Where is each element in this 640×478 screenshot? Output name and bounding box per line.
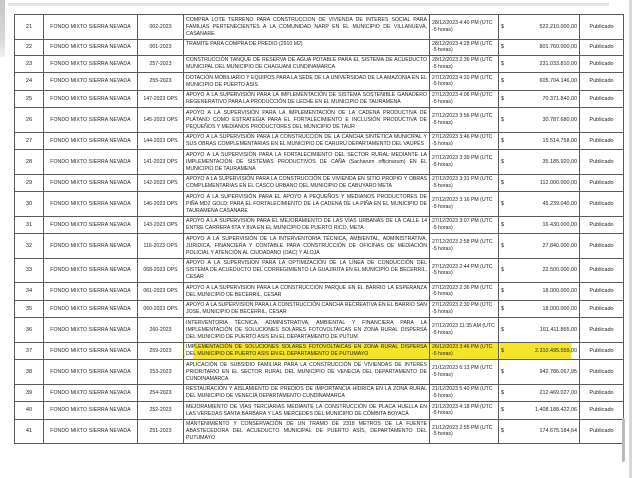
- amount-cell: [499, 192, 580, 217]
- publish-date-cell: 21/12/2023 6:13 PM (UTC -5 horas): [430, 360, 499, 385]
- amount-cell: [499, 39, 580, 55]
- amount-cell: [499, 384, 580, 402]
- entity-cell: FONDO MIXTO SIERRA NEVADA: [44, 73, 138, 91]
- contract-code-cell: 142-2023 OPS: [138, 174, 184, 192]
- amount-cell: [499, 360, 580, 385]
- description-cell: APOYO A LA SUPERVISIÓN PARA LA IMPLEMENTACIÓN DE LA CADENA PRODUCTIVA DE PLÁTANO COMO ESTRATEGIA PARA EL FORTALECIMIENTO E INCLUSIÓN PRODUCTIVA DE PEQUEÑOS Y MEDIANOS PRODUCTORES DEL MUNICIPIO DE TAUR: [184, 108, 430, 133]
- contract-code-cell: 253-2023: [138, 360, 184, 385]
- amount-wrap: [501, 327, 577, 333]
- amount-wrap: [501, 369, 577, 375]
- publish-date-cell: 27/12/2023 3:46 PM (UTC -5 horas): [430, 132, 499, 150]
- amount-value: 45.239.040,00: [542, 200, 577, 207]
- table-row: [15, 258, 624, 283]
- publish-date-cell: 27/12/2023 3:31 PM (UTC -5 horas): [430, 174, 499, 192]
- row-number-cell: 33: [15, 258, 44, 283]
- publish-date-cell: 21/12/2023 5:40 PM (UTC -5 horas): [430, 384, 499, 402]
- status-cell: Publicado: [580, 283, 624, 301]
- amount-wrap: [501, 96, 577, 102]
- publish-date-cell: 27/12/2023 3:39 PM (UTC -5 horas): [430, 150, 499, 175]
- description-cell: APLICACIÓN DE SUBSIDIO FAMILIAR PARA LA CONSTRUCCIÓN DE VIVIENDAS DE INTERÉS PRIORITARIO EN EL SECTOR RURAL DEL MUNICIPIO DE VENECIA DEL DEPARTAMENTO DE CUNDINAMARCA: [184, 360, 430, 385]
- status-cell: Publicado: [580, 318, 624, 343]
- table-row: [15, 342, 624, 360]
- entity-cell: FONDO MIXTO SIERRA NEVADA: [44, 283, 138, 301]
- amount-wrap: [501, 243, 577, 249]
- row-number-cell: 32: [15, 234, 44, 259]
- entity-cell: FONDO MIXTO SIERRA NEVADA: [44, 15, 138, 40]
- contract-code-cell: 260-2023: [138, 318, 184, 343]
- row-number-cell: 34: [15, 283, 44, 301]
- currency-symbol: $: [501, 389, 504, 396]
- amount-wrap: [501, 407, 577, 413]
- table-row: [15, 216, 624, 234]
- description-cell: MEJORAMIENTO DE VÍAS TERCIARIAS MEDIANTE LA CONSTRUCCIÓN DE PLACA HUELLA EN LAS VEREDAS SANTA BÁRBARA Y LAS MERCEDES DEL MUNICIPIO DE CÓMBITA BOYACÁ: [184, 402, 430, 420]
- entity-cell: FONDO MIXTO SIERRA NEVADA: [44, 192, 138, 217]
- currency-symbol: $: [501, 305, 504, 312]
- amount-value: 15.514.758,00: [542, 137, 577, 144]
- amount-value: 22.500.000,00: [542, 267, 577, 274]
- amount-wrap: [501, 159, 577, 165]
- amount-value: 70.371.840,00: [542, 95, 577, 102]
- contract-code-cell: 068-2023 OPS: [138, 258, 184, 283]
- contract-code-cell: 144-2023 OPS: [138, 132, 184, 150]
- entity-cell: FONDO MIXTO SIERRA NEVADA: [44, 402, 138, 420]
- description-cell: APOYO A LA SUPERVISIÓN DE LA INTERVENTORIA TÉCNICA, AMBIENTAL, ADMINISTRATIVA, JURIDICA, FINANCIERA Y CONTABLE PARA CONSTRUCCIÓN DE OFICINAS DE MEDIACIÓN POLICIAL Y ATENCIÓN AL CIUDADANO (OAC) Y ALOJA: [184, 234, 430, 259]
- contract-code-cell: 002-2023: [138, 15, 184, 40]
- amount-cell: [499, 419, 580, 444]
- amount-cell: [499, 258, 580, 283]
- currency-symbol: $: [501, 242, 504, 249]
- status-cell: Publicado: [580, 108, 624, 133]
- description-cell: RESTAURACIÓN Y AISLAMIENTO DE PREDIOS DE IMPORTANCIA HÍDRICA EN LA ZONA RURAL DEL MUNICIPIO DE VENECIA DEPARTAMENTO CUNDINAMARCA: [184, 384, 430, 402]
- amount-value: 35.185.920,00: [542, 158, 577, 165]
- currency-symbol: $: [501, 288, 504, 295]
- row-number-cell: 41: [15, 419, 44, 444]
- status-cell: Publicado: [580, 174, 624, 192]
- publish-date-cell: 27/12/2023 4:20 PM (UTC -5 horas): [430, 73, 499, 91]
- status-cell: Publicado: [580, 73, 624, 91]
- description-cell: CONSTRUCCIÓN TANQUE DE RESERVA DE AGUA POTABLE PARA EL SISTEMA DE ACUEDUCTO MUNICIPAL DEL MUNICIPIO DE CHAGUANI CUNDINAMARCA: [184, 55, 430, 73]
- contract-code-cell: 141-2023 OPS: [138, 150, 184, 175]
- description-cell: APOYO A LA SUPERVISIÓN PARA LA FORTALECIMIENTO DEL SECTOR RURAL MEDIANTE LA IMPLEMENTACIÓN DE SISTEMAS PRODUCTIVOS DE CAÑA (Sacharum officinarum) EN EL MUNICIPIO DE TAURAMENA: [184, 150, 430, 175]
- description-cell: IMPLEMENTACIÓN DE SOLUCIONES SOLARES FOTOVOLTAICAS EN ZONA RURAL DISPERSA DEL MUNICIPIO DE PUERTO ASIS EN EL DEPARTAMENTO DE PUTUMAYO: [184, 342, 430, 360]
- publish-date-cell: 27/12/2023 2:30 PM (UTC -5 horas): [430, 300, 499, 318]
- amount-wrap: [501, 180, 577, 186]
- row-number-cell: 27: [15, 132, 44, 150]
- publish-date-cell: 27/12/2023 3:56 PM (UTC -5 horas): [430, 108, 499, 133]
- status-cell: Publicado: [580, 216, 624, 234]
- publish-date-cell: 27/12/2023 3:07 PM (UTC -5 horas): [430, 216, 499, 234]
- amount-value: 231.033.810,00: [539, 60, 577, 67]
- status-cell: Publicado: [580, 39, 624, 55]
- publish-date-cell: 28/12/2023 2:36 PM (UTC -5 horas): [430, 55, 499, 73]
- entity-cell: FONDO MIXTO SIERRA NEVADA: [44, 360, 138, 385]
- contract-code-cell: 257-2023: [138, 55, 184, 73]
- table-row: [15, 90, 624, 108]
- currency-symbol: $: [501, 60, 504, 67]
- table-row: [15, 300, 624, 318]
- entity-cell: FONDO MIXTO SIERRA NEVADA: [44, 318, 138, 343]
- amount-value: 30.787.680,00: [542, 116, 577, 123]
- currency-symbol: $: [501, 78, 504, 85]
- publish-date-cell: 21/12/2023 2:55 PM (UTC -5 horas): [430, 419, 499, 444]
- description-cell: INTERVENTORIA TÉCNICA, ADMINISTRATIVA, AMBIENTAL Y FINANCIERA PARA LA IMPLEMENTACIÓN DE SOLUCIONES SOLARES FOTOVOLTAICAS EN ZONA RURAL DISPERSA DEL MUNICIPIO DE PUERTO ASIS EN EL DEPARTAMENTO DE PUTUM: [184, 318, 430, 343]
- amount-value: 161.411.865,00: [539, 326, 577, 333]
- amount-wrap: [501, 117, 577, 123]
- description-cell: APOYO A LA SUPERVISIÓN PARA EL MEJORAMIENTO DE LAS VÍAS URBANAS DE LA CALLE 14 ENTRE CARRERA 6TA Y 8VA EN EL MUNICIPIO DE PUERTO RICO, META: [184, 216, 430, 234]
- amount-value: 16.430.000,00: [542, 221, 577, 228]
- entity-cell: FONDO MIXTO SIERRA NEVADA: [44, 108, 138, 133]
- contract-code-cell: 251-2023: [138, 419, 184, 444]
- currency-symbol: $: [501, 158, 504, 165]
- entity-cell: FONDO MIXTO SIERRA NEVADA: [44, 342, 138, 360]
- amount-wrap: [501, 78, 577, 84]
- amount-wrap: [501, 348, 577, 354]
- contract-code-cell: 146-2023 OPS: [138, 192, 184, 217]
- currency-symbol: $: [501, 267, 504, 274]
- entity-cell: FONDO MIXTO SIERRA NEVADA: [44, 258, 138, 283]
- description-cell: APOYO A LA SUPERVISIÓN PARA EL APOYO A PEQUEÑOS Y MEDIANOS PRODUCTORES DE PIÑA MD2 GOLD: PARA EL FORTALECIMIENTO DE LA CADENA DE LA PIÑA EN EL MUNICIPIO DE TAURAMENA CASANARE: [184, 192, 430, 217]
- status-cell: Publicado: [580, 300, 624, 318]
- amount-wrap: [501, 24, 577, 30]
- currency-symbol: $: [501, 368, 504, 375]
- entity-cell: FONDO MIXTO SIERRA NEVADA: [44, 234, 138, 259]
- scrollbar-thumb[interactable]: [622, 418, 625, 462]
- entity-cell: FONDO MIXTO SIERRA NEVADA: [44, 55, 138, 73]
- contract-code-cell: 061-2023 OPS: [138, 283, 184, 301]
- amount-wrap: [501, 201, 577, 207]
- amount-cell: [499, 283, 580, 301]
- amount-cell: [499, 234, 580, 259]
- status-cell: Publicado: [580, 384, 624, 402]
- table-body: [15, 15, 624, 444]
- amount-wrap: [501, 428, 577, 434]
- table-row: [15, 108, 624, 133]
- contract-code-cell: 259-2023: [138, 342, 184, 360]
- contract-code-cell: 255-2023: [138, 73, 184, 91]
- table-row: [15, 55, 624, 73]
- amount-wrap: [501, 61, 577, 67]
- amount-value: 605.704.146,00: [539, 78, 577, 85]
- page-left-shadow: [0, 0, 5, 57]
- amount-value: 1.408.188.422,06: [535, 407, 577, 414]
- currency-symbol: $: [501, 44, 504, 50]
- contract-code-cell: 252-2023: [138, 402, 184, 420]
- publish-date-cell: 27/12/2023 11:35 AM (UTC -5 horas): [430, 318, 499, 343]
- currency-symbol: $: [501, 347, 504, 354]
- contract-code-cell: 145-2023 OPS: [138, 108, 184, 133]
- row-number-cell: 30: [15, 192, 44, 217]
- entity-cell: FONDO MIXTO SIERRA NEVADA: [44, 419, 138, 444]
- amount-cell: [499, 15, 580, 40]
- currency-symbol: $: [501, 116, 504, 123]
- table-row: [15, 39, 624, 55]
- currency-symbol: $: [501, 428, 504, 435]
- row-number-cell: 28: [15, 150, 44, 175]
- publish-date-cell: 26/12/2023 3:46 PM (UTC -5 horas): [430, 342, 499, 360]
- scrollbar-track[interactable]: [629, 0, 632, 478]
- amount-value: 18.000.000,00: [542, 288, 577, 295]
- amount-cell: [499, 132, 580, 150]
- status-cell: Publicado: [580, 234, 624, 259]
- contract-code-cell: 143-2023 OPS: [138, 216, 184, 234]
- row-number-cell: 24: [15, 73, 44, 91]
- status-cell: Publicado: [580, 342, 624, 360]
- entity-cell: FONDO MIXTO SIERRA NEVADA: [44, 150, 138, 175]
- table-row: [15, 318, 624, 343]
- table-row: [15, 402, 624, 420]
- publish-date-cell: 27/12/2023 4:06 PM (UTC -5 horas): [430, 90, 499, 108]
- description-cell: APOYO A LA SUPERVISION PARA LA CONSTRUCCIÓN PARQUE EN EL BARRIO LA ESPERANZA DEL MUNICIPIO DE BECERRIL, CESAR: [184, 283, 430, 301]
- amount-cell: [499, 318, 580, 343]
- amount-cell: [499, 108, 580, 133]
- amount-wrap: [501, 390, 577, 396]
- description-cell: TRAMITE PARA COMPRA DE PREDIO (2910 M2): [184, 39, 430, 55]
- amount-cell: [499, 150, 580, 175]
- table-row: [15, 419, 624, 444]
- currency-symbol: $: [501, 23, 504, 30]
- currency-symbol: $: [501, 407, 504, 414]
- publish-date-cell: 28/12/2023 4:28 PM (UTC -5 horas): [430, 39, 499, 55]
- amount-wrap: [501, 44, 577, 50]
- publish-date-cell: 27/12/2023 2:36 PM (UTC -5 horas): [430, 283, 499, 301]
- amount-wrap: [501, 222, 577, 228]
- table-row: [15, 150, 624, 175]
- entity-cell: FONDO MIXTO SIERRA NEVADA: [44, 39, 138, 55]
- amount-cell: [499, 73, 580, 91]
- amount-cell: [499, 90, 580, 108]
- row-number-cell: 25: [15, 90, 44, 108]
- entity-cell: FONDO MIXTO SIERRA NEVADA: [44, 216, 138, 234]
- amount-wrap: [501, 138, 577, 144]
- description-cell: APOYO A LA SUPERVISIÓN PARA LA IMPLEMENTACIÓN DE SISTEMA SOSTENIBLE GANADERO REGENERATIVO PARA LA PRODUCCIÓN DE LECHE EN EL MUNICIPIO DE TAURAMENA: [184, 90, 430, 108]
- currency-symbol: $: [501, 137, 504, 144]
- amount-cell: [499, 300, 580, 318]
- row-number-cell: 38: [15, 360, 44, 385]
- currency-symbol: $: [501, 326, 504, 333]
- entity-cell: FONDO MIXTO SIERRA NEVADA: [44, 384, 138, 402]
- amount-wrap: [501, 288, 577, 294]
- row-number-cell: 22: [15, 39, 44, 55]
- amount-cell: [499, 402, 580, 420]
- description-cell: MANTENIMIENTO Y CONSERVACIÓN DE UN TRAMO DE 2318 METROS DE LA FUENTE ABASTECEDORA DEL ACUEDUCTO MUNICIPAL DE PUERTO ASÍS, DEPARTAMENTO DEL PUTUMAYO: [184, 419, 430, 444]
- status-cell: Publicado: [580, 15, 624, 40]
- contract-code-cell: 116-2023 OPS: [138, 234, 184, 259]
- amount-value: 942.786.067,95: [539, 368, 577, 375]
- amount-value: 174.675.184,64: [539, 428, 577, 435]
- entity-cell: FONDO MIXTO SIERRA NEVADA: [44, 90, 138, 108]
- row-number-cell: 26: [15, 108, 44, 133]
- amount-value: 18.000.000,00: [542, 305, 577, 312]
- contract-code-cell: 147-2023 OPS: [138, 90, 184, 108]
- row-number-cell: 23: [15, 55, 44, 73]
- table-row: [15, 384, 624, 402]
- table-row: [15, 360, 624, 385]
- table-row: [15, 132, 624, 150]
- publish-date-cell: 21/12/2023 4:18 PM (UTC -5 horas): [430, 402, 499, 420]
- table-row: [15, 283, 624, 301]
- table-row: [15, 73, 624, 91]
- status-cell: Publicado: [580, 419, 624, 444]
- row-number-cell: 35: [15, 300, 44, 318]
- status-cell: Publicado: [580, 258, 624, 283]
- publish-date-cell: 28/12/2023 4:40 PM (UTC -5 horas): [430, 15, 499, 40]
- status-cell: Publicado: [580, 132, 624, 150]
- description-cell: APOYO A LA SUPERVISION PARA LA OPTIMIZACIÓN DE LA LÍNEA DE CONDUCCIÓN DEL SISTEMA DE ACUEDUCTO DEL CORREGIMIENTO LA GUAJIRITA EN EL MUNICIPIO DE BECERRIL, CESAR: [184, 258, 430, 283]
- status-cell: Publicado: [580, 402, 624, 420]
- status-cell: Publicado: [580, 192, 624, 217]
- amount-value: 801.760.000,00: [539, 44, 577, 50]
- description-cell: APOYO A LA SUPERVISION PARA LA CONSTRUCCIÓN CANCHA RECREATIVA EN EL BARRIO SAN JOSE, MUNICIPIO DE BECERRIL, CESAR: [184, 300, 430, 318]
- status-cell: Publicado: [580, 150, 624, 175]
- row-number-cell: 21: [15, 15, 44, 40]
- currency-symbol: $: [501, 221, 504, 228]
- currency-symbol: $: [501, 179, 504, 186]
- row-number-cell: 31: [15, 216, 44, 234]
- amount-value: 112.000.000,00: [539, 179, 577, 186]
- row-number-cell: 37: [15, 342, 44, 360]
- amount-cell: [499, 342, 580, 360]
- amount-wrap: [501, 267, 577, 273]
- row-number-cell: 40: [15, 402, 44, 420]
- contract-code-cell: 254-2023: [138, 384, 184, 402]
- amount-value: 522.210.000,00: [539, 23, 577, 30]
- amount-cell: [499, 216, 580, 234]
- contracts-table: [14, 14, 624, 444]
- entity-cell: FONDO MIXTO SIERRA NEVADA: [44, 300, 138, 318]
- amount-value: 2.310.495.559,00: [535, 347, 577, 354]
- publish-date-cell: 27/12/2023 3:16 PM (UTC -5 horas): [430, 192, 499, 217]
- table-row: [15, 234, 624, 259]
- row-number-cell: 39: [15, 384, 44, 402]
- publish-date-cell: 27/12/2023 2:44 PM (UTC -5 horas): [430, 258, 499, 283]
- description-cell: APOYO A LA SUPERVISIÓN PARA LA CONSTRUCCIÓN DE LA CANCHA SINTÉTICA MUNICIPAL Y SUS OBRAS COMPLEMENTARIAS EN EL MUNICIPIO DE CARURÚ DEPARTAMENTO DEL VAUPÉS: [184, 132, 430, 150]
- description-cell: DOTACIÓN MOBILIARIO Y EQUIPOS PARA LA SEDE DE LA UNIVERSIDAD DE LA AMAZONIA EN EL MUNICIPIO DE PUERTO ASÍS: [184, 73, 430, 91]
- row-number-cell: 29: [15, 174, 44, 192]
- table-row: [15, 15, 624, 40]
- amount-cell: [499, 174, 580, 192]
- status-cell: Publicado: [580, 90, 624, 108]
- entity-cell: FONDO MIXTO SIERRA NEVADA: [44, 132, 138, 150]
- description-cell: APOYO A LA SUPERVISIÓN PARA LA CONSTRUCCIÓN DE VIVIENDA EN SITIO PROPIO Y OBRAS COMPLEMENTARIAS EN EL CASCO URBANO DEL MUNICIPIO DE CABUYARO META: [184, 174, 430, 192]
- entity-cell: FONDO MIXTO SIERRA NEVADA: [44, 174, 138, 192]
- table-row: [15, 192, 624, 217]
- amount-wrap: [501, 306, 577, 312]
- row-number-cell: 36: [15, 318, 44, 343]
- status-cell: Publicado: [580, 360, 624, 385]
- currency-symbol: $: [501, 200, 504, 207]
- description-cell: COMPRA LOTE TERRENO PARA CONSTRUCCION DE VIVIENDA DE INTERES SOCIAL PARA FAMILIAS PERTENECIENTES A LA COMUNIDAD NARP EN EL MUNICIPIO DE VILLANUEVA, CASANARE: [184, 15, 430, 40]
- page-top-edge: [8, 3, 609, 6]
- status-cell: Publicado: [580, 55, 624, 73]
- publish-date-cell: 27/12/2023 2:58 PM (UTC -5 horas): [430, 234, 499, 259]
- amount-cell: [499, 55, 580, 73]
- amount-value: 212.469.027,00: [539, 389, 577, 396]
- currency-symbol: $: [501, 95, 504, 102]
- amount-value: 27.840.000,00: [542, 242, 577, 249]
- table-row: [15, 174, 624, 192]
- contract-code-cell: 060-2023 OPS: [138, 300, 184, 318]
- contract-code-cell: 001-2023: [138, 39, 184, 55]
